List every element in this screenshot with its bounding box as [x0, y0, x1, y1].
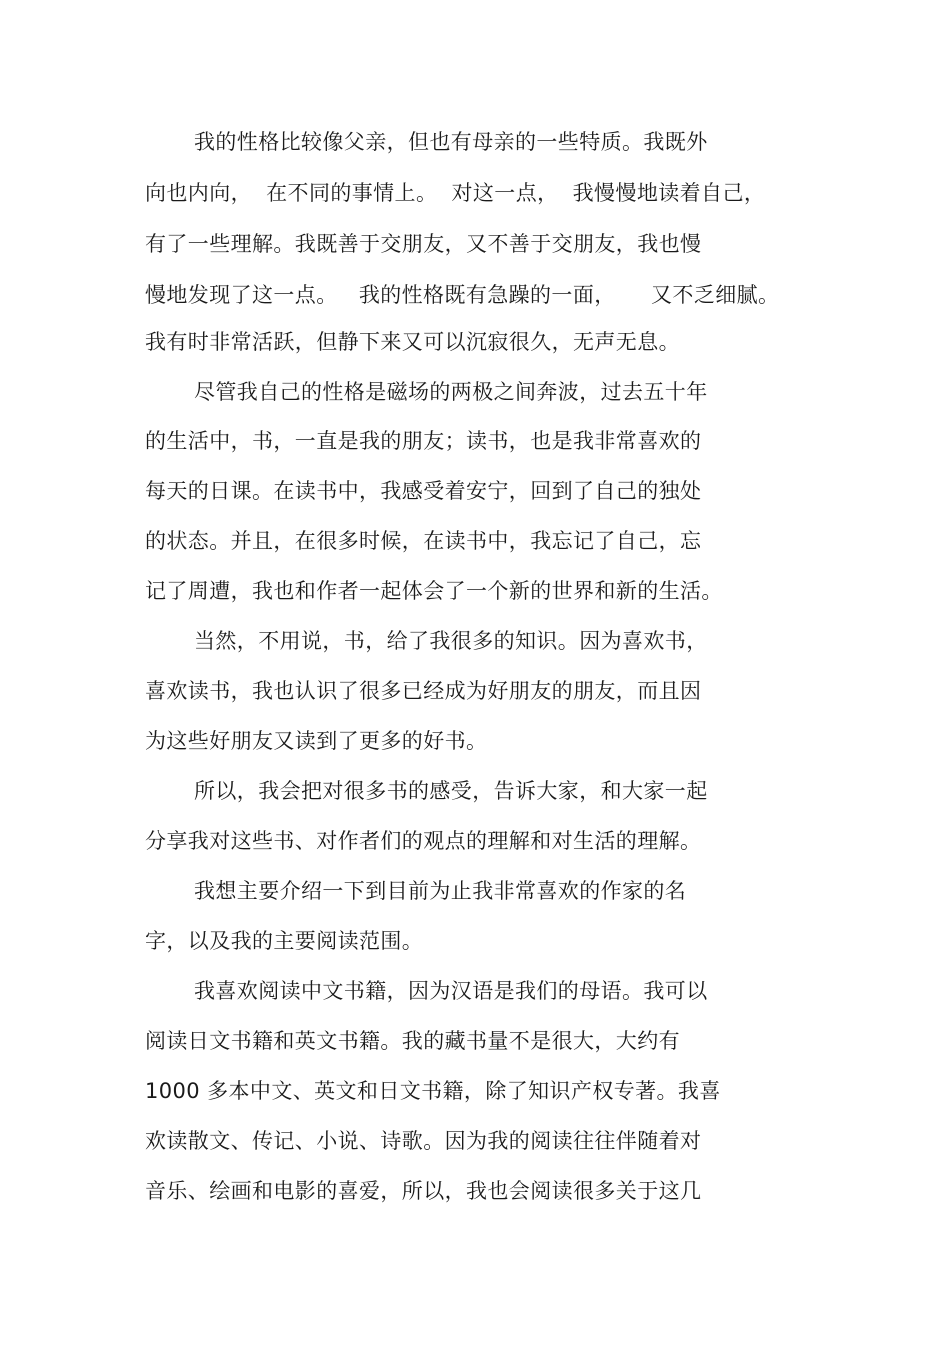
text-line: 我想主要介绍一下到目前为止我非常喜欢的作家的名: [194, 879, 687, 903]
text-line: 分享我对这些书、对作者们的观点的理解和对生活的理解。: [145, 829, 702, 853]
text-line: 我喜欢阅读中文书籍，因为汉语是我们的母语。我可以: [194, 979, 708, 1003]
text-line: 阅读日文书籍和英文书籍。我的藏书量不是很大，大约有: [145, 1029, 680, 1053]
text-line: 我的性格比较像父亲，但也有母亲的一些特质。我既外: [194, 130, 708, 154]
text-line: 所以，我会把对很多书的感受，告诉大家，和大家一起: [194, 779, 708, 803]
text-line: 慢地发现了这一点。 我的性格既有急躁的一面， 又不乏细腻。: [145, 283, 780, 307]
text-line: 为这些好朋友又读到了更多的好书。: [145, 729, 488, 753]
text-line: 当然，不用说，书，给了我很多的知识。因为喜欢书，: [194, 629, 708, 653]
text-line: 有了一些理解。我既善于交朋友，又不善于交朋友，我也慢: [145, 232, 702, 256]
text-line: 的生活中，书，一直是我的朋友；读书，也是我非常喜欢的: [145, 429, 702, 453]
text-line: 欢读散文、传记、小说、诗歌。因为我的阅读往往伴随着对: [145, 1129, 702, 1153]
text-line: 音乐、绘画和电影的喜爱，所以，我也会阅读很多关于这几: [145, 1179, 702, 1203]
text-line: 每天的日课。在读书中，我感受着安宁，回到了自己的独处: [145, 479, 702, 503]
text-line: 喜欢读书，我也认识了很多已经成为好朋友的朋友，而且因: [145, 679, 702, 703]
text-line: 1000 多本中文、英文和日文书籍，除了知识产权专著。我喜: [145, 1079, 721, 1103]
text-line: 记了周遭，我也和作者一起体会了一个新的世界和新的生活。: [145, 579, 723, 603]
text-line: 的状态。并且，在很多时候，在读书中，我忘记了自己，忘: [145, 529, 702, 553]
text-line: 尽管我自己的性格是磁场的两极之间奔波，过去五十年: [194, 380, 708, 404]
text-line: 我有时非常活跃，但静下来又可以沉寂很久，无声无息。: [145, 330, 680, 354]
text-line: 向也内向， 在不同的事情上。 对这一点， 我慢慢地读着自己，: [145, 181, 766, 205]
text-line: 字，以及我的主要阅读范围。: [145, 929, 424, 953]
